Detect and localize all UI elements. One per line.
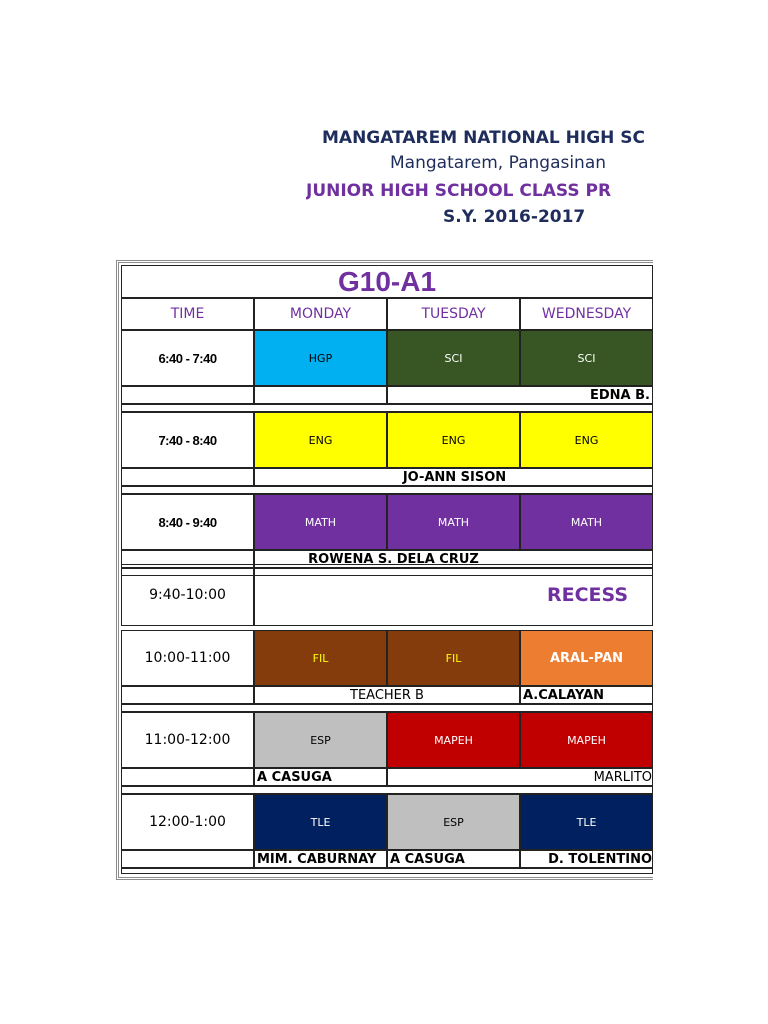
teacher-name: A.CALAYAN xyxy=(520,686,653,704)
teacher-name: EDNA B. xyxy=(387,386,653,404)
row-spacer xyxy=(121,868,653,874)
class-cell-monday: MATH xyxy=(254,494,387,550)
school-name: MANGATAREM NATIONAL HIGH SC xyxy=(322,128,646,148)
time-slot: 10:00-11:00 xyxy=(121,630,254,686)
time-slot: 12:00-1:00 xyxy=(121,794,254,850)
class-cell-monday: FIL xyxy=(254,630,387,686)
teacher-row-empty xyxy=(121,686,254,704)
class-cell-tuesday: ESP xyxy=(387,794,520,850)
class-schedule-table xyxy=(116,260,653,880)
class-cell-wednesday: MATH xyxy=(520,494,653,550)
teacher-name: MIM. CABURNAY xyxy=(254,850,387,868)
teacher-row-empty xyxy=(121,468,254,486)
class-cell-wednesday: ARAL-PAN xyxy=(520,630,653,686)
time-slot: 9:40-10:00 xyxy=(121,564,254,626)
time-slot: 8:40 - 9:40 xyxy=(121,494,254,550)
teacher-row-empty xyxy=(121,386,254,404)
teacher-row-empty xyxy=(121,768,254,786)
section-title: G10-A1 xyxy=(121,265,653,298)
class-cell-tuesday: MATH xyxy=(387,494,520,550)
teacher-name: A CASUGA xyxy=(387,850,520,868)
recess-label: RECESS xyxy=(254,564,653,626)
class-cell-wednesday: MAPEH xyxy=(520,712,653,768)
teacher-name: TEACHER B xyxy=(254,686,520,704)
class-cell-monday: TLE xyxy=(254,794,387,850)
header-time: TIME xyxy=(121,298,254,330)
school-location: Mangatarem, Pangasinan xyxy=(390,153,607,173)
row-spacer xyxy=(121,486,653,494)
class-cell-wednesday: SCI xyxy=(520,330,653,386)
class-cell-monday: ENG xyxy=(254,412,387,468)
program-title: JUNIOR HIGH SCHOOL CLASS PR xyxy=(306,181,612,201)
class-cell-tuesday: SCI xyxy=(387,330,520,386)
class-cell-tuesday: MAPEH xyxy=(387,712,520,768)
class-cell-monday: ESP xyxy=(254,712,387,768)
class-cell-tuesday: ENG xyxy=(387,412,520,468)
teacher-name: JO-ANN SISON xyxy=(254,468,653,486)
row-spacer xyxy=(121,404,653,412)
teacher-name: A CASUGA xyxy=(254,768,387,786)
class-cell-wednesday: ENG xyxy=(520,412,653,468)
time-slot: 11:00-12:00 xyxy=(121,712,254,768)
class-cell-wednesday: TLE xyxy=(520,794,653,850)
teacher-row-empty xyxy=(254,386,387,404)
class-cell-monday: HGP xyxy=(254,330,387,386)
time-slot: 6:40 - 7:40 xyxy=(121,330,254,386)
school-year: S.Y. 2016-2017 xyxy=(443,207,586,227)
teacher-row-empty xyxy=(121,850,254,868)
teacher-name: ROWENA S. DELA CRUZ xyxy=(254,550,653,568)
teacher-name: D. TOLENTINO xyxy=(520,850,653,868)
class-cell-tuesday: FIL xyxy=(387,630,520,686)
header-wednesday: WEDNESDAY xyxy=(520,298,653,330)
header-tuesday: TUESDAY xyxy=(387,298,520,330)
row-spacer xyxy=(121,786,653,794)
row-spacer xyxy=(121,704,653,712)
time-slot: 7:40 - 8:40 xyxy=(121,412,254,468)
header-monday: MONDAY xyxy=(254,298,387,330)
teacher-name: MARLITO xyxy=(387,768,653,786)
